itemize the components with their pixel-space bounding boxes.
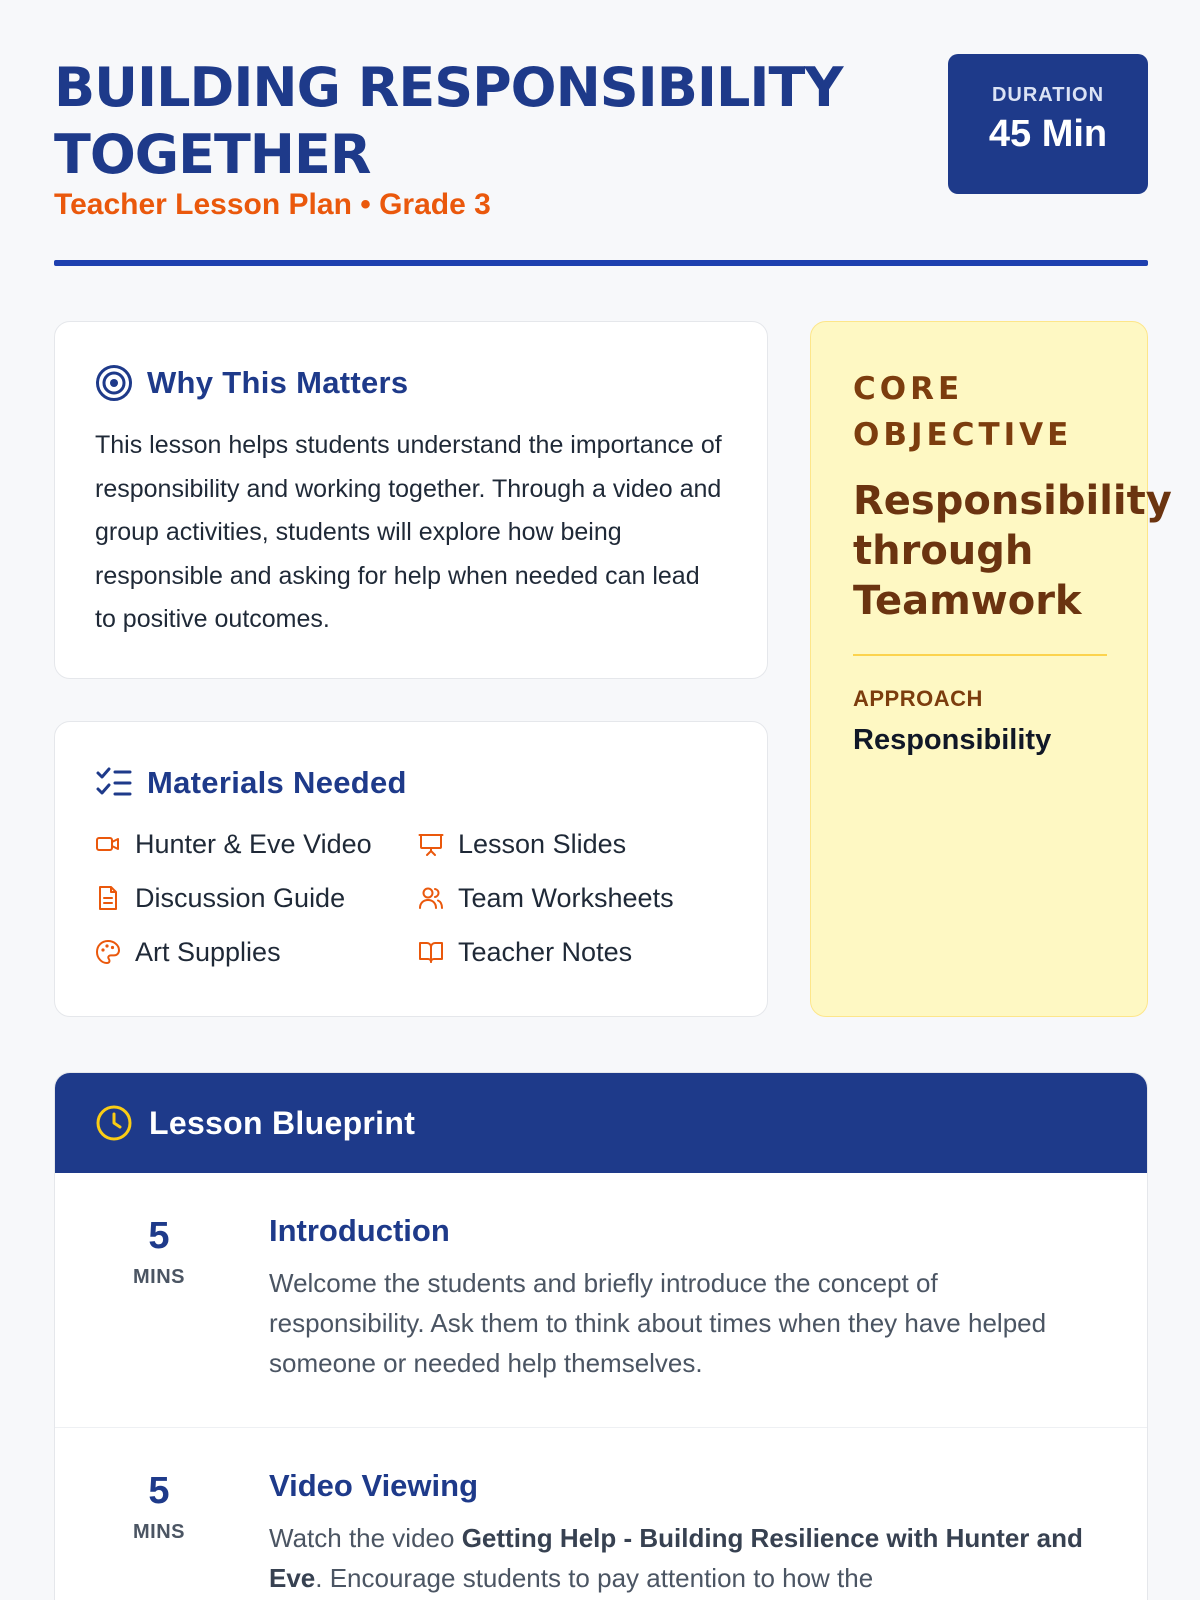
step-body — [269, 1468, 1099, 1598]
approach-value: Responsibility — [853, 724, 1052, 756]
blueprint-step — [55, 1173, 1147, 1428]
step-description-pre: Watch the video — [269, 1523, 462, 1553]
material-label: Team Worksheets — [458, 882, 674, 913]
material-item — [95, 934, 418, 970]
step-description — [269, 1518, 1099, 1598]
step-title: Video Viewing — [269, 1468, 479, 1503]
materials-card-header — [95, 764, 727, 802]
step-minutes: 5 — [148, 1215, 170, 1257]
users-icon — [418, 885, 444, 911]
why-card-title: Why This Matters — [147, 365, 409, 400]
step-description-post: . Encourage students to pay attention to how the — [315, 1563, 874, 1593]
video-title: Getting Help - Building Resilience with Hunter and Eve — [269, 1523, 1083, 1593]
material-label: Teacher Notes — [458, 936, 633, 967]
document-icon — [95, 885, 121, 911]
materials-list — [95, 826, 727, 970]
page-subtitle: Teacher Lesson Plan • Grade 3 — [54, 188, 491, 221]
step-body — [269, 1213, 1099, 1383]
presentation-icon — [418, 831, 444, 857]
material-item — [95, 826, 418, 862]
step-duration — [107, 1215, 211, 1289]
materials-card — [54, 721, 768, 1017]
step-title: Introduction — [269, 1213, 450, 1248]
materials-card-title: Materials Needed — [147, 765, 407, 800]
step-unit: MINS — [133, 1521, 185, 1543]
duration-label: DURATION — [991, 84, 1105, 106]
checklist-icon — [95, 764, 133, 802]
blueprint-step — [55, 1428, 1147, 1600]
blueprint-header — [55, 1073, 1147, 1173]
core-objective-label: CORE OBJECTIVE — [853, 371, 1073, 453]
lesson-blueprint — [54, 1072, 1148, 1600]
step-description: Welcome the students and briefly introduce the concept of responsibility. Ask them to think about times when they have helped someone or needed help themselves. — [269, 1268, 1047, 1378]
step-duration — [107, 1470, 211, 1544]
core-objective-value: Responsibility through Teamwork — [853, 478, 1172, 624]
book-icon — [418, 939, 444, 965]
header-divider — [54, 260, 1148, 266]
page-title: BUILDING RESPONSIBILITY TOGETHER — [54, 56, 843, 186]
step-minutes: 5 — [148, 1470, 170, 1512]
objective-divider — [853, 654, 1107, 656]
material-item — [95, 880, 418, 916]
why-card-header — [95, 364, 727, 402]
duration-badge — [948, 54, 1148, 194]
approach-label: APPROACH — [853, 686, 983, 711]
target-icon — [95, 364, 133, 402]
clock-icon — [95, 1104, 133, 1142]
header — [54, 54, 1148, 268]
material-label: Hunter & Eve Video — [135, 828, 372, 859]
material-label: Lesson Slides — [458, 828, 627, 859]
material-label: Discussion Guide — [135, 882, 346, 913]
duration-value: 45 Min — [988, 113, 1108, 155]
video-icon — [95, 831, 121, 857]
material-item — [418, 880, 718, 916]
step-unit: MINS — [133, 1266, 185, 1288]
material-item — [418, 934, 718, 970]
blueprint-title: Lesson Blueprint — [149, 1104, 416, 1141]
why-card-text: This lesson helps students understand the importance of responsibility and working together. Through a video and group activities, students will explore how being responsible and asking for help when needed can lead to positive outcomes. — [95, 431, 722, 633]
palette-icon — [95, 939, 121, 965]
material-label: Art Supplies — [135, 936, 281, 967]
why-this-matters-card — [54, 321, 768, 679]
core-objective-panel — [810, 321, 1172, 1017]
material-item — [418, 826, 718, 862]
